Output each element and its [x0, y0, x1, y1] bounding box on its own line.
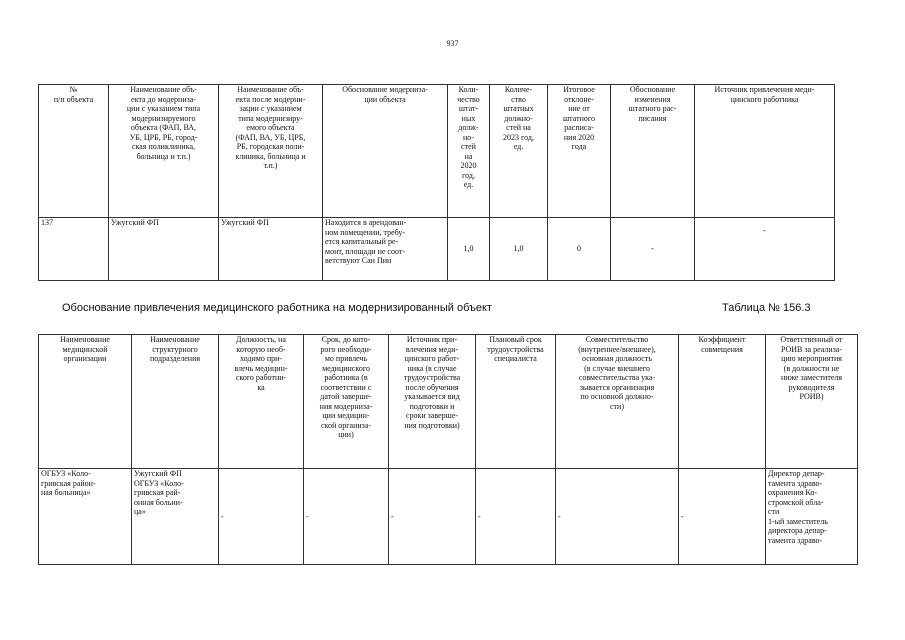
- source-cell: -: [695, 218, 835, 281]
- header-cell: Коэффициент совмещения: [679, 335, 766, 469]
- header-cell: Источник при- влечения меди- цинского работ- ника (в случае трудоустройства после обучения указывается вид подготовки и сроки заверше- ния подготовки): [389, 335, 476, 469]
- header-cell: Совместительство (внутреннее/внешнее), основная должность (в случае внешнего совместительства ука- зывается организация по основной должно- сти): [556, 335, 679, 469]
- header-cell: Наименование структурного подразделения: [132, 335, 219, 469]
- table-header-row: [39, 85, 835, 218]
- staff-2020-cell: 1,0: [448, 218, 490, 281]
- change-reason-cell: -: [611, 218, 695, 281]
- table-row: [39, 218, 835, 281]
- header-cell: Итоговое отклоне- ние от штатного расписа- ния 2020 года: [548, 85, 611, 218]
- header-cell: Срок, до кото- рого необходи- мо привлечь медицинского работника (в соответствии с датой заверше- ния модерниза- ции медицин- ской организа- ции): [304, 335, 389, 469]
- header-cell: Наименование объ- екта после модерни- зации с указанием типа модернизиру- емого объекта (ФАП, ВА, УБ, ЦРБ, РБ, городская поли- клиника, больница и т.п.): [219, 85, 323, 218]
- header-cell: № п/п объекта: [39, 85, 109, 218]
- header-cell: Обоснование модерниза- ции объекта: [323, 85, 448, 218]
- deadline-cell: -: [304, 469, 389, 565]
- section-title: Обоснование привлечения медицинского работника на модернизированный объект: [62, 302, 492, 314]
- header-cell: Обоснование изменения штатного рас- писания: [611, 85, 695, 218]
- staff-2023-cell: 1,0: [490, 218, 548, 281]
- header-cell: Коли- чество штат- ных долж- но- стей на 2020 год, ед.: [448, 85, 490, 218]
- table-row: [39, 469, 858, 565]
- table-staffing: [38, 84, 835, 281]
- coefficient-cell: -: [679, 469, 766, 565]
- table-recruitment: [38, 334, 858, 565]
- responsible-cell: Директор депар- тамента здраво- охранения Ко- стромской обла- сти 1-ый заместитель директора депар- тамента здраво-: [766, 469, 858, 565]
- object-number-cell: 137: [39, 218, 109, 281]
- page-number: 937: [446, 39, 459, 48]
- object-after-cell: Ужугский ФП: [219, 218, 323, 281]
- header-cell: Наименование медицинской организации: [39, 335, 132, 469]
- planned-date-cell: -: [476, 469, 556, 565]
- position-cell: -: [219, 469, 304, 565]
- header-cell: Наименование объ- екта до модерниза- ции с указанием типа модернизируемого объекта (ФАП, ВА, УБ, ЦРБ, РБ, город- ская поликлиника, больница и т.п.): [109, 85, 219, 218]
- header-cell: Плановый срок трудоустройства специалиста: [476, 335, 556, 469]
- table-number: Таблица № 156.3: [722, 302, 811, 314]
- deviation-cell: 0: [548, 218, 611, 281]
- header-cell: Источник привлечения меди- цинского работника: [695, 85, 835, 218]
- subdivision-cell: Ужугский ФП ОГБУЗ «Коло- гривская рай- онная больни- ца»: [132, 469, 219, 565]
- organization-cell: ОГБУЗ «Коло- гривская район- ная больница»: [39, 469, 132, 565]
- justification-cell: Находится в арендован- ном помещении, требу- ется капитальный ре- монт, площади не соот- ветствуют Сан Пин: [323, 218, 448, 281]
- header-cell: Должность, на которую необ- ходимо при- влечь медицин- ского работни- ка: [219, 335, 304, 469]
- table-header-row: [39, 335, 858, 469]
- header-cell: Количе- ство штатных должно- стей на 2023 год, ед.: [490, 85, 548, 218]
- combination-cell: -: [556, 469, 679, 565]
- object-before-cell: Ужугский ФП: [109, 218, 219, 281]
- header-cell: Ответственный от РОИВ за реализа- цию мероприятия (в должности не ниже заместителя руководителя РОИВ): [766, 335, 858, 469]
- source-cell: -: [389, 469, 476, 565]
